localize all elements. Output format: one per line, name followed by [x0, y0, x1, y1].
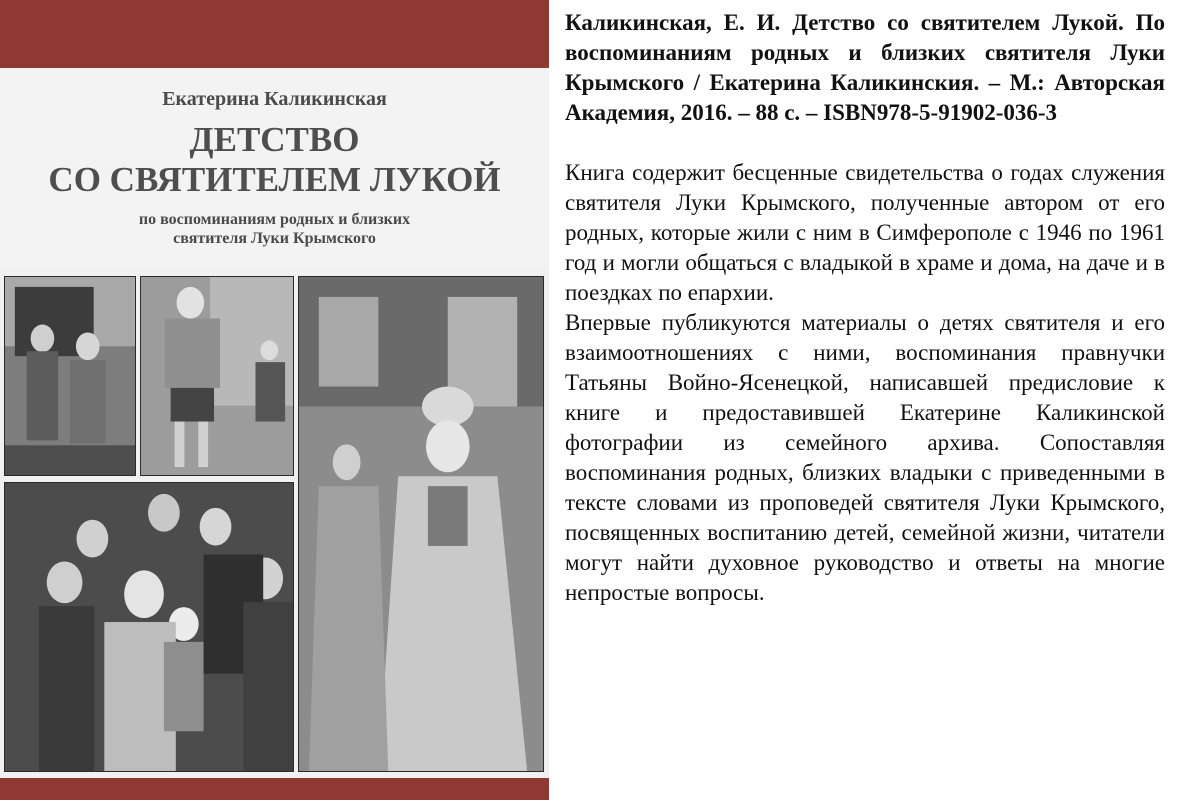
cover-title-area — [0, 68, 549, 268]
cover-photo-boy-standing — [140, 276, 294, 476]
bibliographic-record: Каликинская, Е. И. Детство со святителем Лукой. По воспоминаниям родных и близких святителя Луки Крымского / Екатерина Каликинския. – М.: Авторская Академия, 2016. – 88 с. – ISBN978-5-91902-036-3 — [565, 10, 1165, 125]
cover-author: Екатерина Каликинская — [162, 88, 387, 110]
cover-subtitle-line-1: по воспоминаниям родных и близких — [138, 211, 411, 228]
cover-title-line-1: ДЕТСТВО — [189, 120, 360, 159]
cover-subtitle — [0, 210, 549, 248]
cover-title — [0, 120, 549, 200]
cover-photo-family-group — [4, 482, 294, 772]
cover-subtitle-line-2: святителя Луки Крымского — [173, 230, 376, 247]
cover-photo-children-by-car — [4, 276, 136, 476]
cover-bottom-band — [0, 778, 549, 800]
cover-photo-bishop-service — [298, 276, 544, 772]
annotation-paragraph-2: Впервые публикуются материалы о детях святителя и его взаимоотношениях с ними, воспоминания правнучки Татьяны Войно-Ясенецкой, написавшей предисловие к книге и предоставившей Екатерине Каликинской фотографии из семейного архива. Сопоставляя воспоминания родных, близких владыки с приведенными в тексте словами из проповедей святителя Луки Крымского, посвященных воспитанию детей, семейной жизни, читатели могут найти духовное руководство и ответы на многие непростые вопросы. — [565, 310, 1165, 605]
book-description — [565, 8, 1165, 798]
annotation-paragraph-1: Книга содержит бесценные свидетельства о годах служения святителя Луки Крымского, полученные автором от его родных, которые жили с ним в Симферополе с 1946 по 1961 год и могли общаться с владыкой в храме и дома, на даче и в поездках по епархии. — [565, 160, 1165, 305]
book-cover — [0, 0, 549, 800]
cover-title-line-2: СО СВЯТИТЕЛЕМ ЛУКОЙ — [48, 160, 501, 199]
cover-top-band — [0, 0, 549, 68]
